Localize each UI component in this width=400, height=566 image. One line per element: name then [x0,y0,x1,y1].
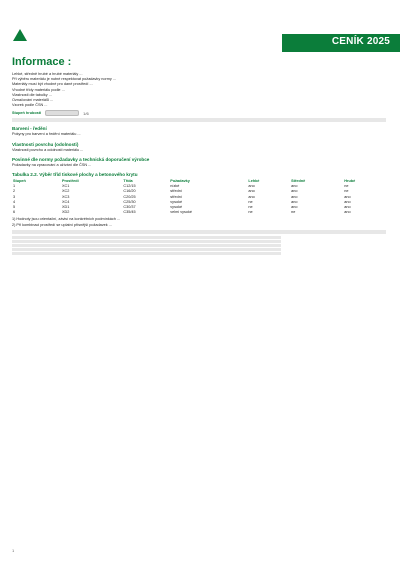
table-cell: ano [248,189,255,194]
table-cell: 5 [13,205,16,210]
table-cell: ne [344,189,349,194]
table-row [12,210,386,215]
table-cell: vysoké [170,199,183,204]
table-cell: ano [291,189,298,194]
table-block [12,172,386,215]
price-banner [282,34,400,52]
section-title: Povinné dle normy požadavky a technická doporučení výrobce [12,156,150,162]
table-cell: C30/37 [123,205,136,210]
table-cell: ano [248,184,255,189]
document-page [12,56,386,257]
table-cell: ano [344,194,351,199]
table-header: Hrubé [344,179,356,184]
table-cell: 2 [13,189,16,194]
data-table [12,179,386,215]
table-title: Tabulka 2.2. Výběr tříd tiskové plochy a betonového krytu [12,172,138,178]
table-header: Lehké [248,179,260,184]
table-cell: ne [291,210,296,215]
dense-text-block [12,236,386,255]
table-cell: ne [248,205,253,210]
intro-line: Lehké, středně hrubé a hrubé materiály ... [12,72,83,76]
table-cell: 3 [13,194,16,199]
table-cell: ano [344,205,351,210]
logo-icon [12,28,28,42]
text-line-placeholder [12,236,281,239]
table-cell: ano [248,194,255,199]
table-cell: střední [170,189,182,194]
text-line-placeholder [12,240,281,243]
table-cell: XD1 [61,205,70,210]
table-cell: nízké [170,184,180,189]
divider-line [12,118,386,122]
table-cell: ne [248,210,253,215]
table-cell: ne [248,199,253,204]
table-header: Prostředí [61,179,79,184]
table-note: 1) Hodnoty jsou orientační, závisí na konkrétních podmínkách ... [12,217,121,222]
table-cell: C20/25 [123,194,136,199]
table-cell: ano [344,199,351,204]
page-title: Informace : [12,56,72,68]
intro-line: Vzorek podle ČSN ... [12,103,48,108]
table-cell: 1 [13,184,16,189]
slider-value: 1/6 [83,110,89,116]
hardness-slider[interactable] [45,110,79,116]
section-2 [12,142,386,153]
table-cell: XC3 [61,194,70,199]
table-header: Požadavky [170,179,190,184]
table-note: 2) Při kombinaci prostředí se uplatní přísnější požadavek ... [12,222,112,227]
table-cell: ano [344,210,351,215]
table-cell: ne [344,184,349,189]
table-cell: střední [170,194,182,199]
section-text: Vlastnosti povrchu a odolnosti materiálu ... [12,147,84,152]
banner-title: CENÍK 2025 [331,36,390,47]
table-cell: C25/30 [123,199,136,204]
table-cell: ano [291,194,298,199]
section-text: Pokyny pro barvení a ředění materiálu ... [12,132,81,137]
table-cell: XC4 [61,199,70,204]
section-1 [12,126,386,137]
text-line-placeholder [12,244,281,247]
intro-line: Vhodné třídy materiálu podle ... [12,87,65,92]
text-line-placeholder [12,248,281,251]
table-header: Stupeň [13,179,26,184]
slider-label: Stupeň hrubosti [12,111,42,116]
table-cell: vysoké [170,205,183,210]
table-cell: C16/20 [123,189,136,194]
table-cell: C35/45 [123,210,136,215]
table-cell: 4 [13,199,16,204]
table-cell: ano [291,205,298,210]
hardness-slider-row [12,110,386,116]
intro-line: Vlastnosti dle tabulky ... [12,92,52,97]
table-notes [12,217,386,227]
table-cell: XC2 [61,189,70,194]
table-header: Středně [291,179,306,184]
table-cell: velmi vysoké [170,210,193,215]
section-3 [12,157,386,168]
table-cell: ano [291,184,298,189]
intro-line: Označování materiálů ... [12,98,54,103]
intro-block [12,72,386,108]
section-title: Vlastnosti povrchu (odolnosti) [12,141,79,147]
table-cell: XD2 [61,210,70,215]
table-cell: XC1 [61,184,70,189]
section-text: Požadavky na zpracování a užívání dle ČSN ... [12,162,92,167]
section-title: Barvení - ředění [12,126,47,132]
table-header: Třída [123,179,133,184]
table-cell: 6 [13,210,16,215]
page-number: 1 [12,548,15,553]
text-line-placeholder [12,252,281,255]
divider-line [12,230,386,234]
table-cell: ano [291,199,298,204]
table-cell: C12/15 [123,184,136,189]
intro-line: Při výběru materiálu je nutné respektovat požadavky normy ... [12,77,117,82]
intro-line: Materiály musí být vhodné pro dané prostředí ... [12,82,93,87]
